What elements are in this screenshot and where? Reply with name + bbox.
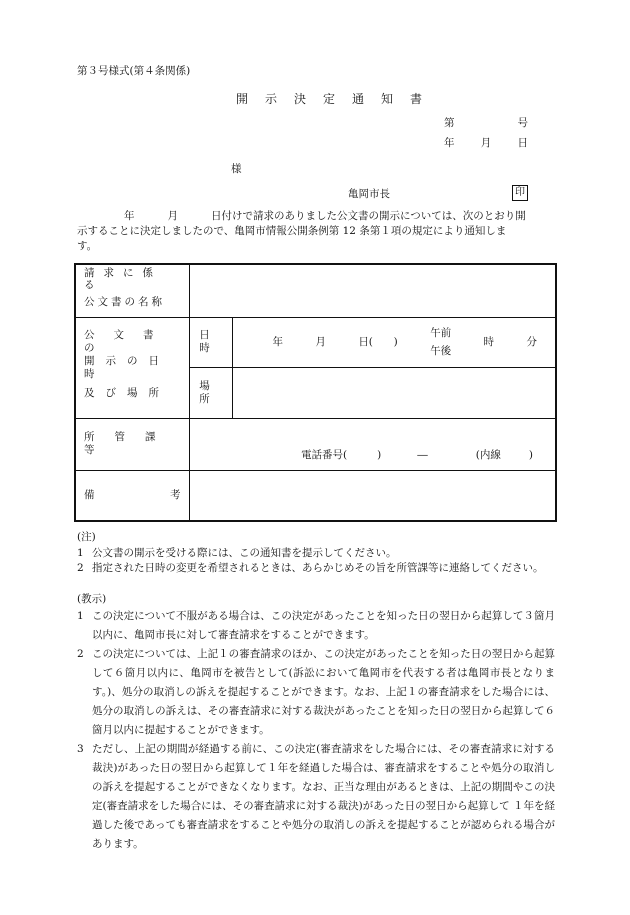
instruction-item: 2 この決定については、上記１の審査請求のほか、この決定があったことを知った日の翌日から起算して６箇月以内に、亀岡市を被告として(訴訟において亀岡市を代表する者は亀岡市長となります。)、処分の取消しの訴えを提起することができます。なお、上記１の審査請求をした場合には、処分の取消しの訴えは、その審査請求に対する裁決があったことを知った日の翌日から起算して６箇月以内に提起することができます。	[77, 648, 555, 736]
document-date	[444, 137, 528, 150]
document-title: 開示決定通知書	[236, 92, 440, 106]
row-remarks	[75, 470, 556, 521]
date-day: 日	[517, 137, 528, 149]
note-item: 1 公文書の開示を受ける際には、この通知書を提示してください。	[77, 546, 397, 559]
dt-am: 午前	[430, 327, 452, 339]
label-document-name: 請求に係る 公文書の名称	[75, 264, 189, 317]
extension-close: )	[528, 448, 533, 461]
dt-pm: 午後	[430, 345, 452, 357]
notes-heading: (注)	[77, 531, 96, 543]
phone-close: )	[377, 448, 382, 461]
value-document-name	[189, 264, 556, 317]
number-prefix: 第	[444, 117, 455, 129]
form-label: 第３号様式(第４条関係)	[77, 65, 191, 77]
intro-day-text: 日付けで請求のありました公文書の開示については、次のとおり開	[211, 210, 526, 222]
value-datetime	[232, 317, 556, 367]
dt-paren-close: )	[393, 335, 398, 348]
dt-day: 日(	[358, 335, 373, 348]
date-year: 年	[444, 137, 455, 149]
instruction-item: 1 この決定について不服がある場合は、この決定があったことを知った日の翌日から起算して３箇月以内に、亀岡市長に対して審査請求をすることができます。	[77, 610, 555, 641]
value-place	[232, 367, 556, 418]
value-department	[189, 418, 556, 470]
intro-line-2: 示することに決定しましたので、亀岡市情報公開条例第 12 条第１項の規定により通知しま	[77, 225, 507, 237]
row-datetime	[75, 317, 556, 367]
label-department: 所管課等	[75, 418, 189, 470]
row-document-name	[75, 264, 556, 317]
dt-month: 月	[315, 335, 326, 348]
note-item: 2 指定された日時の変更を希望されるときは、あらかじめその旨を所管課等に連絡してください。	[77, 562, 544, 575]
value-remarks	[189, 470, 556, 521]
label-remarks: 備 考	[75, 470, 189, 521]
intro-line-3: す。	[77, 240, 98, 252]
intro-month: 月	[167, 210, 178, 222]
intro-paragraph	[77, 209, 555, 254]
intro-year: 年	[124, 210, 135, 222]
instruction-section	[77, 592, 555, 854]
document-number	[444, 117, 528, 130]
extension-open: (内線	[475, 448, 501, 461]
label-datetime-place: 公文書の 開示の日時 及び場所	[75, 317, 189, 418]
instruction-item: 3 ただし、上記の期間が経過する前に、この決定(審査請求をした場合には、その審査請求に対する裁決)があった日の翌日から起算して１年を経過した場合は、審査請求をすることや処分の取消しの訴えを提起することができなくなります。なお、正当な理由があるときは、上記の期間やこの決定(審査請求をした場合には、その審査請求に対する裁決)があった日の翌日から起算して １年を経過した後であっても審査請求をすることや処分の取消しの訴えを提起することが認められる場合があります。	[77, 743, 555, 850]
dt-minute: 分	[526, 335, 537, 348]
label-place: 場所	[189, 367, 232, 418]
number-suffix: 号	[517, 117, 528, 129]
issuer-mayor: 亀岡市長	[348, 188, 390, 200]
addressee-suffix: 様	[231, 163, 242, 175]
notes-section	[77, 530, 555, 577]
phone-label: 電話番号(	[301, 448, 348, 461]
notice-table	[74, 263, 557, 522]
dt-year: 年	[272, 335, 283, 348]
seal-mark: 印	[512, 185, 528, 201]
phone-dash: ―	[417, 448, 428, 461]
instruction-heading: (教示)	[77, 593, 107, 605]
label-datetime: 日時	[189, 317, 232, 367]
dt-hour: 時	[483, 335, 495, 348]
date-month: 月	[480, 137, 492, 149]
row-department	[75, 418, 556, 470]
